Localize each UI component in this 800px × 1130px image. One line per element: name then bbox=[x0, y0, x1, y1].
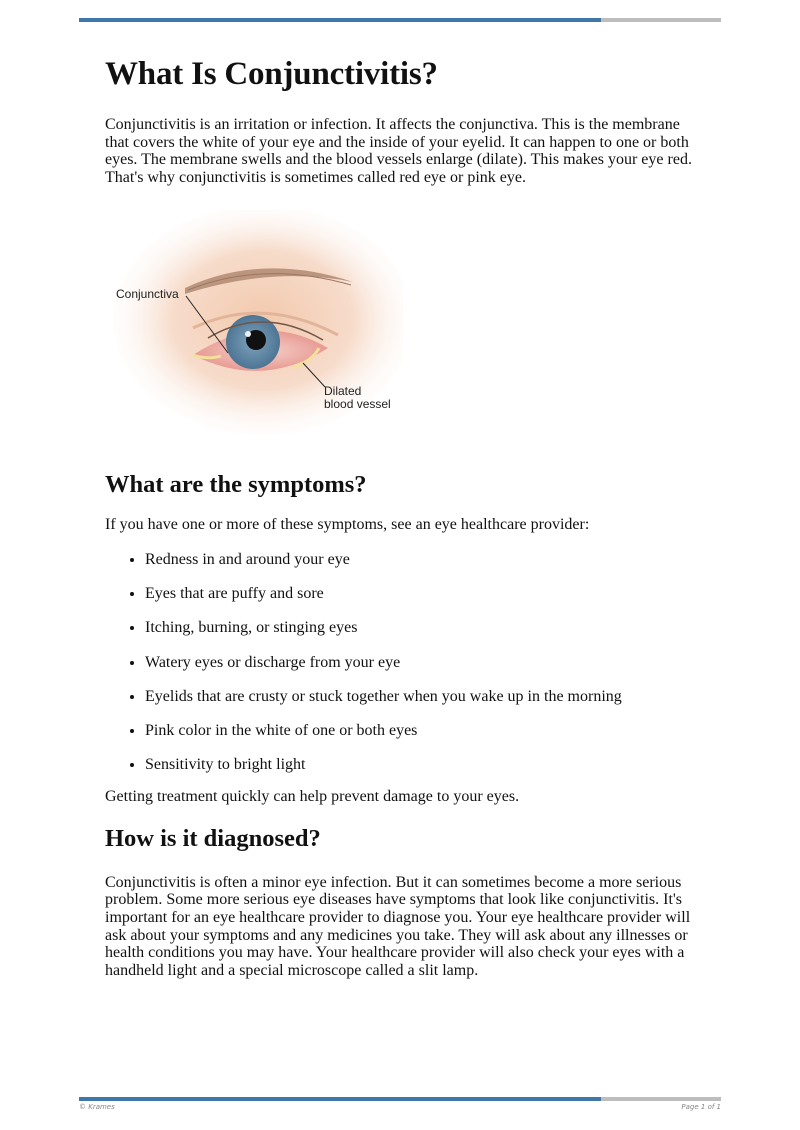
footer-bar-accent bbox=[79, 1097, 601, 1101]
symptoms-list bbox=[105, 551, 705, 774]
label-dilated: Dilated bbox=[324, 384, 362, 399]
page-footer bbox=[79, 1103, 721, 1111]
document-content bbox=[105, 54, 705, 979]
list-item: • Pink color in the white of one or both eyes bbox=[145, 722, 705, 740]
list-item: • Watery eyes or discharge from your eye bbox=[145, 654, 705, 672]
list-item: • Itching, burning, or stinging eyes bbox=[145, 619, 705, 637]
header-bar-remainder bbox=[601, 18, 721, 22]
symptoms-outro: Getting treatment quickly can help prevent damage to your eyes. bbox=[105, 788, 520, 806]
list-item: • Eyelids that are crusty or stuck together when you wake up in the morning bbox=[145, 688, 705, 706]
header-bar-accent bbox=[79, 18, 601, 22]
page-number: Page 1 of 1 bbox=[681, 1103, 721, 1111]
copyright-text: © Krames bbox=[79, 1103, 115, 1111]
symptoms-heading: What are the symptoms? bbox=[105, 471, 367, 499]
label-conjunctiva: Conjunctiva bbox=[116, 287, 179, 302]
page-title: What Is Conjunctivitis? bbox=[105, 56, 438, 92]
footer-progress-bar bbox=[79, 1097, 721, 1101]
diagnosis-heading: How is it diagnosed? bbox=[105, 824, 321, 852]
diagnosis-paragraph: Conjunctivitis is often a minor eye infection. But it can sometimes become a more serious problem. Some more serious eye diseases have symptoms that look like conjunctivitis. It's important for an eye healthcare provider to diagnose you. Your eye healthcare provider will ask about your symptoms and any medicines you take. They will ask about any illnesses or health conditions you may have. Your healthcare provider will also check your eyes with a handheld light and a special microscope called a slit lamp. bbox=[105, 873, 691, 979]
label-blood-vessel: blood vessel bbox=[324, 397, 391, 412]
symptoms-intro: If you have one or more of these symptoms, see an eye healthcare provider: bbox=[105, 516, 590, 534]
list-item: • Redness in and around your eye bbox=[145, 551, 705, 569]
eye-illustration bbox=[113, 210, 403, 435]
intro-paragraph: Conjunctivitis is an irritation or infection. It affects the conjunctiva. This is the membrane that covers the white of your eye and the inside of your eyelid. It can happen to one or both eyes. The membrane swells and the blood vessels enlarge (dilate). This makes your eye red. That's why conjunctivitis is sometimes called red eye or pink eye. bbox=[105, 116, 692, 186]
list-item: • Eyes that are puffy and sore bbox=[145, 585, 705, 603]
footer-bar-remainder bbox=[601, 1097, 721, 1101]
header-progress-bar bbox=[79, 18, 721, 22]
list-item: • Sensitivity to bright light bbox=[145, 756, 705, 774]
